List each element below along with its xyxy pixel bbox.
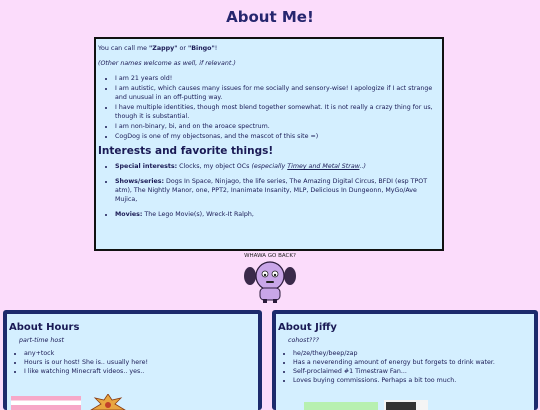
list-item: • Has a neverending amount of energy but forgets to drink water. — [293, 358, 534, 367]
facts-list — [98, 74, 438, 141]
list-item: • Hours is our host! She is.. usually here! — [24, 358, 258, 367]
about-hours-panel — [3, 310, 262, 410]
movies-label: Movies: — [115, 211, 143, 218]
interest-movies — [115, 210, 438, 219]
other-names-note — [98, 59, 438, 68]
jiffy-role: cohost??? — [288, 337, 319, 344]
list-item: • Self-proclaimed #1 Timestraw Fan... — [293, 367, 534, 376]
pride-flag-image — [11, 396, 81, 410]
intro-or: or — [177, 45, 188, 52]
movies-text: The Lego Movie(s), Wreck-It Ralph, — [142, 211, 254, 218]
page-title: About Me! — [226, 8, 314, 26]
other-names-text: (Other names welcome as well, if relevant.) — [98, 60, 236, 67]
list-item: • he/ze/they/beep/zap — [293, 349, 534, 358]
fact-item: • CogDog is one of my objectsonas, and the mascot of this site =) — [115, 132, 438, 141]
intro-line — [98, 44, 438, 53]
timey-metal-straw-link[interactable]: Timey and Metal Straw — [287, 163, 360, 170]
special-paren-close: ..) — [359, 163, 366, 170]
nickname-zappy: "Zappy" — [149, 45, 178, 52]
list-item: • Loves buying commissions. Perhaps a bit too much. — [293, 376, 534, 385]
nickname-bingo: "Bingo" — [187, 45, 215, 52]
fact-item: • I am non-binary, bi, and on the aroace spectrum. — [115, 122, 438, 131]
list-item: • I like watching Minecraft videos.. yes.. — [24, 367, 258, 376]
jiffy-title: About Jiffy — [278, 322, 337, 333]
jiffy-list — [276, 349, 534, 385]
fact-item: • I am 21 years old! — [115, 74, 438, 83]
mascot-caption: WHAWA GO BACK? — [244, 253, 296, 259]
shows-text: Dogs In Space, Ninjago, the life series, The Amazing Digital Circus, BFDI (esp TPOT atm), The Nightly Manor, one, PPT2, Inanimate Insanity, MLP, Delicious In Dungeonn, MyGo/Ave Mujica, — [115, 178, 428, 203]
hours-role: part-time host — [19, 337, 65, 344]
jiffy-image-strip — [304, 402, 378, 410]
fact-item: • I have multiple identities, though most blend together somewhat. It is not really a crazy thing for us, though it is substantial. — [115, 103, 438, 121]
interests-list — [98, 162, 438, 219]
shows-label: Shows/series: — [115, 178, 165, 185]
hours-title: About Hours — [9, 322, 80, 333]
cogdog-mascot-icon[interactable] — [242, 250, 298, 304]
list-item: • any+tock — [24, 349, 258, 358]
sparkle-badge-icon — [87, 394, 129, 410]
intro-prefix: You can call me — [98, 45, 149, 52]
hours-list — [7, 349, 258, 376]
special-paren-open: (especially — [251, 163, 288, 170]
about-me-box — [94, 37, 444, 251]
special-text: Clocks, my object OCs — [177, 163, 252, 170]
interest-shows — [115, 177, 438, 204]
intro-suffix: ! — [214, 45, 218, 52]
special-label: Special interests: — [115, 163, 178, 170]
jiffy-thumbnail-dark — [386, 402, 416, 410]
interests-heading: Interests and favorite things! — [98, 145, 274, 157]
interest-special — [115, 162, 438, 171]
fact-item: • I am autistic, which causes many issues for me socially and sensory-wise! I apologize if I act strange and unusual in an off-putting way. — [115, 84, 438, 102]
about-jiffy-panel — [272, 310, 538, 410]
